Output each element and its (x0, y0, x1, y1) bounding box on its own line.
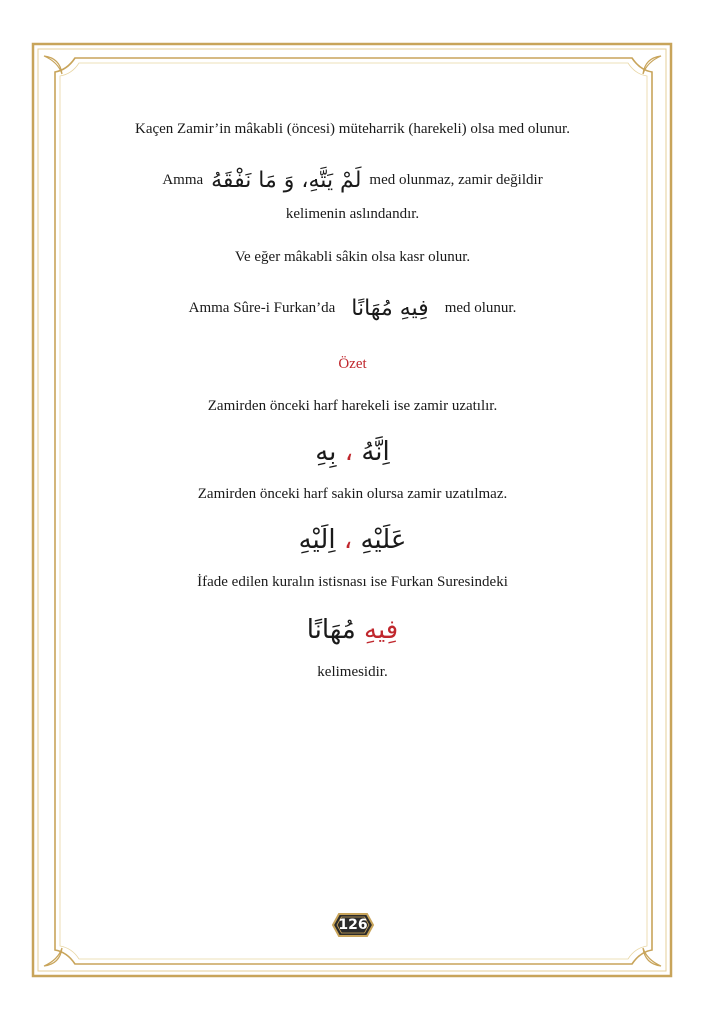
arabic-example-group-2 (299, 523, 407, 557)
arabic-alayhi: عَلَيْهِ (360, 524, 407, 555)
summary-line-2: Zamirden önceki harf sakin olursa zamir uzatılmaz. (197, 486, 508, 502)
summary-line-3: İfade edilen kuralın istisnası ise Furkan Suresindeki (197, 574, 508, 590)
arabic-ilayhi: اِلَيْهِ (298, 524, 336, 555)
paragraph-line-2 (60, 167, 645, 193)
summary-heading: Özet (338, 356, 367, 372)
page-content (60, 0, 645, 1024)
arabic-innahu: اِنَّهُ (361, 436, 390, 467)
text-amma-sure: Amma Sûre-i Furkan’da (188, 300, 336, 316)
text-med-olunur: med olunur. (444, 300, 517, 316)
page-number: 126 (338, 917, 368, 933)
arabic-muhana: مُهَانًا (306, 614, 356, 645)
arabic-fihi-red: فِيهِ (364, 614, 399, 645)
text-amma: Amma (162, 172, 204, 188)
arabic-example-group-1 (315, 435, 390, 469)
paragraph-line-4: Ve eğer mâkabli sâkin olsa kasr olunur. (234, 249, 471, 265)
summary-line-1: Zamirden önceki harf harekeli ise zamir uzatılır. (207, 398, 498, 414)
example-arabic-1 (60, 434, 645, 468)
arabic-separator: ، (343, 524, 353, 555)
paragraph-line-5 (60, 295, 645, 321)
paragraph-line-1: Kaçen Zamir’in mâkabli (öncesi) müteharrik (harekeli) olsa med olunur. (135, 121, 570, 137)
text-med-olunmaz: med olunmaz, zamir değildir (369, 172, 543, 188)
arabic-example-group-3 (307, 613, 398, 647)
paragraph-line-3: kelimenin aslındandır. (285, 206, 420, 222)
arabic-phrase-lam-yattahi: لَمْ يَتَّهِ، وَ مَا نَفْقَهُ (211, 167, 362, 193)
arabic-phrase-fihi-muhana: فِيهِ مُهَانًا (351, 295, 429, 321)
example-arabic-2 (60, 522, 645, 556)
arabic-separator: ، (344, 436, 354, 467)
arabic-bihi: بِهِ (315, 436, 337, 467)
example-arabic-3 (60, 612, 645, 646)
summary-line-4: kelimesidir. (317, 664, 388, 680)
